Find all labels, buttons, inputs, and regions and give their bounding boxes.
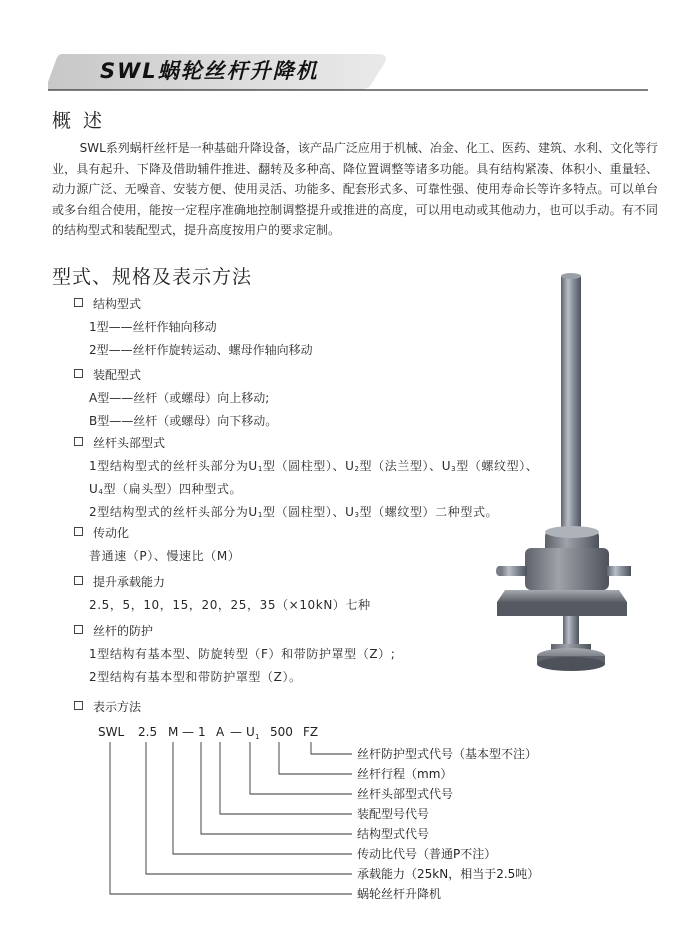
checkbox-bullet-icon	[74, 298, 83, 307]
list-item: 2型结构有基本型和带防护罩型（Z）。	[89, 670, 302, 684]
legend-item: 丝杆头部型式代号	[357, 787, 454, 801]
legend-item: 结构型式代号	[357, 827, 430, 841]
types-heading: 型式、规格及表示方法	[52, 266, 253, 288]
checkbox-bullet-icon	[74, 437, 83, 446]
page-title: SWL蜗轮丝杆升降机	[100, 59, 319, 83]
legend-item: 承载能力（25kN，相当于2.5吨）	[357, 867, 540, 881]
section-title-text: 结构型式	[93, 297, 142, 311]
legend-item: 装配型号代号	[357, 807, 430, 821]
section-title	[74, 573, 554, 590]
section-capacity	[74, 573, 554, 613]
list-item: 2型结构型式的丝杆头部分为$U_1$型（圆柱型）、$U_3$型（螺纹型）二种型式。	[89, 505, 499, 519]
code-dash: —	[230, 725, 242, 739]
code-head-sub: 1	[255, 733, 260, 741]
section-notation	[74, 698, 554, 715]
overview-paragraph: SWL系列蜗杆丝杆是一种基础升降设备，该产品广泛应用于机械、冶金、化工、医药、建筑、水利、文化等行业，具有起升、下降及借助辅件推进、翻转及多种高、降位置调整等诸多功能。具有结构紧凑、体积小、重量轻、动力源广泛、无噪音、安装方便、使用灵活、功能多、配套形式多、可靠性强、使用寿命长等许多特点。可以单台或多台组合使用，能按一定程序准确地控制调整提升或推进的高度，可以用电动或其他动力，也可以手动。有不同的结构型式和装配型式，提升高度按用户的要求定制。	[52, 141, 658, 237]
section-transmission	[74, 524, 554, 564]
checkbox-bullet-icon	[74, 625, 83, 634]
list-item: 普通速（P）、慢速比（M）	[89, 549, 241, 563]
code-head: U	[246, 725, 255, 739]
checkbox-bullet-icon	[74, 369, 83, 378]
section-title-text: 丝杆的防护	[93, 624, 154, 638]
worm-screw-jack-photo	[495, 272, 635, 682]
section-title	[74, 434, 554, 451]
legend-item: 传动比代号（普通P不注）	[357, 847, 497, 861]
code-protect: FZ	[303, 725, 319, 739]
code-ratio: M	[168, 725, 179, 739]
section-title	[74, 524, 554, 541]
section-title-text: 提升承载能力	[93, 575, 166, 589]
list-item: $U_4$型（扁头型）四种型式。	[89, 482, 243, 496]
list-item: 2.5，5，10，15，20，25，35（×10kN）七种	[89, 598, 371, 612]
legend-item: 丝杆行程（mm）	[357, 767, 453, 781]
overview-heading: 概 述	[52, 110, 106, 132]
checkbox-bullet-icon	[74, 576, 83, 585]
list-item: A型——丝杆（或螺母）向上移动;	[89, 391, 270, 405]
notation-diagram	[60, 720, 580, 910]
section-title	[74, 698, 554, 715]
section-head-type	[74, 434, 554, 520]
code-struct: 1	[198, 725, 206, 739]
code-stroke: 500	[270, 725, 293, 739]
section-title-text: 装配型式	[93, 368, 142, 382]
section-protection	[74, 622, 554, 685]
section-title	[74, 366, 554, 383]
legend-item: 丝杆防护型式代号（基本型不注）	[357, 747, 538, 761]
section-title-text: 表示方法	[93, 700, 142, 714]
list-item: 2型——丝杆作旋转运动、螺母作轴向移动	[89, 343, 313, 357]
checkbox-bullet-icon	[74, 701, 83, 710]
section-assembly	[74, 366, 554, 429]
section-title-text: 传动化	[93, 526, 130, 540]
code-assembly: A	[216, 725, 225, 739]
code-swl: SWL	[98, 725, 125, 739]
list-item: 1型——丝杆作轴向移动	[89, 320, 217, 334]
list-item: 1型结构有基本型、防旋转型（F）和带防护罩型（Z）;	[89, 647, 396, 661]
checkbox-bullet-icon	[74, 527, 83, 536]
section-title-text: 丝杆头部型式	[93, 436, 166, 450]
legend-item: 蜗轮丝杆升降机	[357, 887, 442, 901]
code-load: 2.5	[138, 725, 158, 739]
list-item: B型——丝杆（或螺母）向下移动。	[89, 414, 278, 428]
list-item: 1型结构型式的丝杆头部分为$U_1$型（圆柱型）、$U_2$型（法兰型）、$U_3$型（螺纹型）、	[89, 459, 539, 473]
section-title	[74, 622, 554, 639]
code-dash: —	[182, 725, 194, 739]
section-title	[74, 295, 554, 312]
section-structure	[74, 295, 554, 358]
